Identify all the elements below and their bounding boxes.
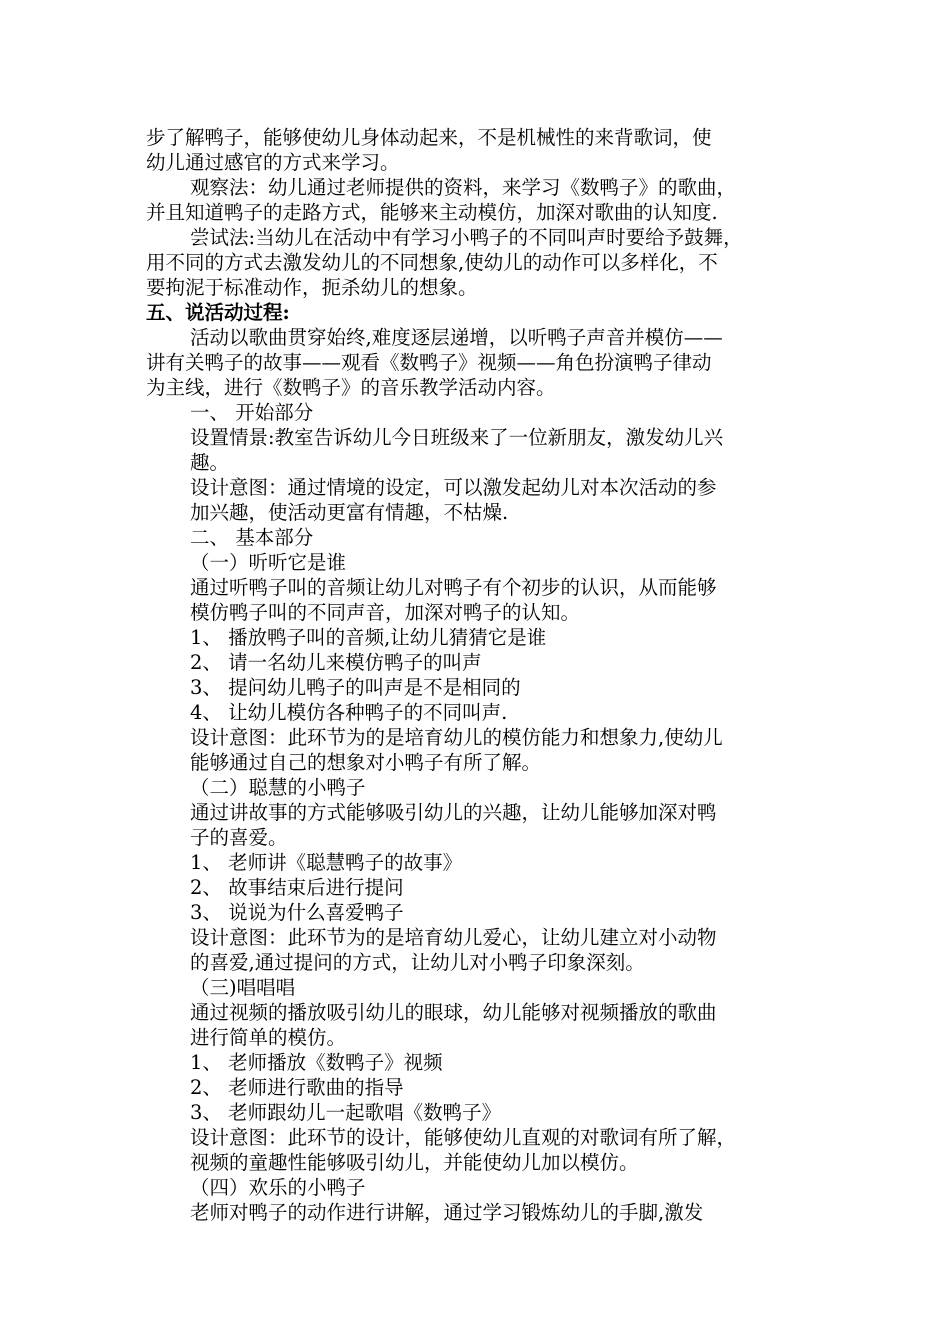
- paragraph-line: 步了解鸭子，能够使幼儿身体动起来，不是机械性的来背歌词，使: [146, 126, 712, 149]
- paragraph-line: 讲有关鸭子的故事——观看《数鸭子》视频——角色扮演鸭子律动: [146, 351, 712, 374]
- list-item: 2、 故事结束后进行提问: [190, 876, 404, 899]
- paragraph-line: 的喜爱,通过提问的方式，让幼儿对小鸭子印象深刻。: [190, 951, 645, 974]
- paragraph-line: 模仿鸭子叫的不同声音，加深对鸭子的认知。: [190, 601, 581, 624]
- paragraph-line: 活动以歌曲贯穿始终,难度逐层递增，以听鸭子声音并模仿——: [190, 326, 723, 349]
- paragraph-line: 通过讲故事的方式能够吸引幼儿的兴趣，让幼儿能够加深对鸭: [190, 801, 717, 824]
- paragraph-line: 幼儿通过感官的方式来学习。: [146, 151, 400, 174]
- paragraph-line: 观察法：幼儿通过老师提供的资料，来学习《数鸭子》的歌曲，: [190, 176, 737, 199]
- paragraph-line: 设计意图：此环节为的是培育幼儿爱心，让幼儿建立对小动物: [190, 926, 717, 949]
- paragraph-line: 通过视频的播放吸引幼儿的眼球，幼儿能够对视频播放的歌曲: [190, 1001, 717, 1024]
- list-item: 2、 老师进行歌曲的指导: [190, 1076, 404, 1099]
- paragraph-line: 子的喜爱。: [190, 826, 288, 849]
- paragraph-line: 趣。: [190, 451, 230, 474]
- paragraph-line: 老师对鸭子的动作进行讲解，通过学习锻炼幼儿的手脚,激发: [190, 1201, 704, 1224]
- paragraph-line: 并且知道鸭子的走路方式，能够来主动模仿，加深对歌曲的认知度.: [146, 201, 718, 224]
- paragraph-line: 为主线，进行《数鸭子》的音乐教学活动内容。: [146, 376, 556, 399]
- list-item: 3、 说说为什么喜爱鸭子: [190, 901, 404, 924]
- list-item: 1、 播放鸭子叫的音频,让幼儿猜猜它是谁: [190, 626, 547, 649]
- section-heading: 五、说活动过程:: [146, 301, 290, 324]
- subsection-heading: （二）聪慧的小鸭子: [190, 776, 366, 799]
- list-item: 4、 让幼儿模仿各种鸭子的不同叫声.: [190, 701, 508, 724]
- list-item: 3、 提问幼儿鸭子的叫声是不是相同的: [190, 676, 521, 699]
- list-item: 2、 请一名幼儿来模仿鸭子的叫声: [190, 651, 482, 674]
- paragraph-line: 要拘泥于标准动作，扼杀幼儿的想象。: [146, 276, 478, 299]
- paragraph-line: 设计意图：通过情境的设定，可以激发起幼儿对本次活动的参: [190, 476, 717, 499]
- paragraph-line: 加兴趣，使活动更富有情趣，不枯燥.: [190, 501, 509, 524]
- subsection-heading: 一、 开始部分: [190, 401, 314, 424]
- list-item: 1、 老师讲《聪慧鸭子的故事》: [190, 851, 463, 874]
- paragraph-line: 尝试法:当幼儿在活动中有学习小鸭子的不同叫声时要给予鼓舞，: [190, 226, 743, 249]
- subsection-heading: （一）听听它是谁: [190, 551, 347, 574]
- paragraph-line: 用不同的方式去激发幼儿的不同想象,使幼儿的动作可以多样化，不: [146, 251, 718, 274]
- paragraph-line: 能够通过自己的想象对小鸭子有所了解。: [190, 751, 542, 774]
- subsection-heading: （三)唱唱唱: [190, 976, 296, 999]
- paragraph-line: 通过听鸭子叫的音频让幼儿对鸭子有个初步的认识，从而能够: [190, 576, 717, 599]
- paragraph-line: 视频的童趣性能够吸引幼儿，并能使幼儿加以模仿。: [190, 1151, 639, 1174]
- paragraph-line: 设置情景:教室告诉幼儿今日班级来了一位新朋友，激发幼儿兴: [190, 426, 724, 449]
- subsection-heading: （四）欢乐的小鸭子: [190, 1176, 366, 1199]
- paragraph-line: 进行简单的模仿。: [190, 1026, 347, 1049]
- paragraph-line: 设计意图：此环节为的是培育幼儿的模仿能力和想象力,使幼儿: [190, 726, 723, 749]
- subsection-heading: 二、 基本部分: [190, 526, 314, 549]
- list-item: 1、 老师播放《数鸭子》视频: [190, 1051, 443, 1074]
- paragraph-line: 设计意图：此环节的设计，能够使幼儿直观的对歌词有所了解，: [190, 1126, 737, 1149]
- list-item: 3、 老师跟幼儿一起歌唱《数鸭子》: [190, 1101, 502, 1124]
